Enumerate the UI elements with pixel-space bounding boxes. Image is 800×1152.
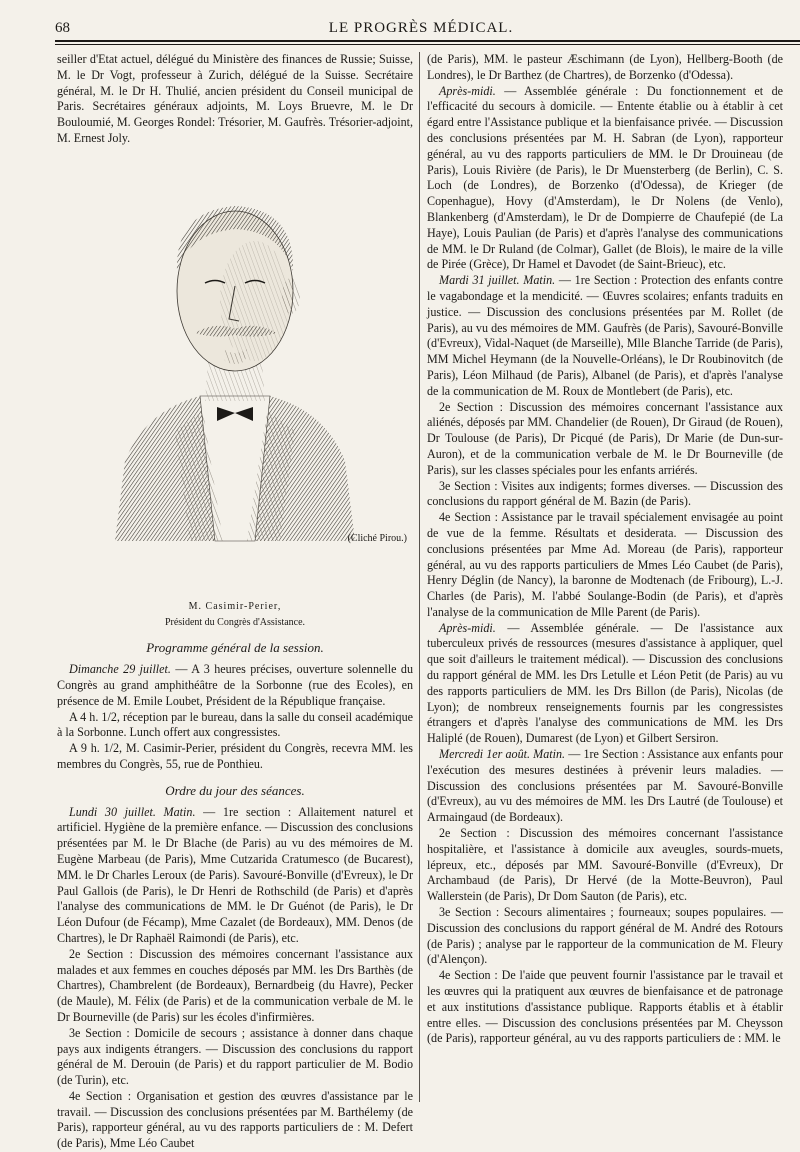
journal-title: LE PROGRÈS MÉDICAL. [328, 20, 514, 36]
paragraph-lundi [57, 805, 413, 947]
paragraph-section-2: 2e Section : Discussion des mémoires concernant l'assistance aux aliénés, déposés par MM. Chandelier (de Rouen), Dr Giraud (de Rouen), Dr Toulouse (de Paris), Dr Picqué (de Paris), Dr Marie (de Dun-sur-Auron), et de la communication verbale de M. le Dr Bourneville (de Paris), sur les classes spéciales pour les enfants arriérés. [427, 399, 783, 477]
left-column [57, 52, 413, 1151]
paragraph-text: — Assemblée générale. — De l'assistance aux tuberculeux privés de ressources (mesures d'assistance à appliquer, quel que soit d'ailleurs le traitement médical). — Discussion des conclusions du rapport général de MM. les Drs Letulle et Léon Petit (de Paris) au vu des rapports particuliers de MM. les Drs Billon (de Paris), Nicolas (de Lyon); de nombreux renseignements fournis par les congressistes étrangers et d'après l'analyse des communications de MM. les Drs Haliplé (de Rouen), Dumarest (de Lyon) et Gilbert Sersiron. [427, 620, 783, 746]
right-column [427, 52, 783, 1107]
header-rule [55, 40, 800, 42]
paragraph-apres-midi [427, 84, 783, 274]
date-lead: Lundi 30 juillet. Matin. [69, 804, 196, 819]
paragraph-text: — 1re Section : Protection des enfants contre le vagabondage et la mendicité. — Œuvres scolaires; enfants traduits en justice. — Discussion des conclusions présentées par M. Rollet (de Paris), au vu des mémoires de MM. Gaufrès (de Paris), Savouré-Bonville (d'Evreux), Vidal-Naquet (de Marseille), Mlle Blanche Tarride (de Paris), MM Michel Heymann (de la Nouvelle-Orléans), le Dr Roubinovitch (de Paris), Léon Milhaud (de Paris), Albanel (de Paris), et d'après l'analyse de la communication de M. Roux de Montlebert (de Paris), etc. [427, 273, 783, 398]
date-lead: Après-midi. [439, 620, 496, 635]
date-lead: Dimanche 29 juillet. [69, 662, 171, 677]
paragraph-section-3: 3e Section : Visites aux indigents; formes diverses. — Discussion des conclusions du rapport général de M. Bazin (de Paris). [427, 478, 783, 509]
column-divider [419, 52, 420, 1102]
intro-paragraph: seiller d'Etat actuel, délégué du Ministère des finances de Russie; Suisse, M. le Dr Vogt, professeur à Zurich, délégué de la Suisse. Secrétaire général, M. le Dr H. Thulié, ancien président du Conseil municipal de Paris. Secrétaires généraux adjoints, M. Loys Bruevre, M. le Dr Bouloumié, M. Georges Rondel: Trésorier, M. Gaufrès. Trésorier-adjoint, M. Ernest Joly. [57, 52, 413, 145]
paragraph-text: — A 3 heures précises, ouverture solennelle du Congrès au grand amphithéâtre de la Sorbonne (rue des Ecoles), en présence de M. Emile Loubet, Président de la République française. [57, 662, 413, 708]
paragraph-text: — 1re section : Allaitement naturel et artificiel. Hygiène de la première enfance. — Discussion des conclusions présentées par M. le Dr Blache (de Paris) au vu des mémoires de M. Eugène Marbeau (de Paris), Mme Cutzarida Cratumesco (de Bucarest), MM. le Dr Charles Leroux (de Paris). Savouré-Bonville (d'Evreux), le Dr Paul Gallois (de Paris), le Dr Henri de Rothschild (de Paris) et d'après l'analyse des communications de MM. le Dr Guénot (de Paris), le Dr Léon Dufour (de Fécamp), Mme Cazalet (de Bordeaux), MM. Denos (de Chartres), le Dr Raphaël Raimondi (de Paris), etc. [57, 804, 413, 945]
photo-credit: (Cliché Pirou.) [347, 532, 407, 544]
programme-title: Programme général de la session. [146, 640, 324, 656]
paragraph-section-3: 3e Section : Domicile de secours ; assistance à donner dans chaque pays aux indigents étrangers. — Discussion des conclusions du rapport général de M. Derouin (de Paris) et du rapport particulier de M. Bodio (de Turin), etc. [57, 1025, 413, 1088]
paragraph-mardi [427, 273, 783, 399]
portrait-caption-name: M. Casimir-Perier, [188, 600, 282, 612]
paragraph-text: — 1re Section : Assistance aux enfants pour l'exécution des mesures destinées à prévenir leurs maladies. — Discussion des conclusions présentées par M. Savouré-Bonville (d'Evreux), au vu des mémoires de MM. les Drs Lautré (de Toulouse) et Armaingaud (de Bordeaux). [427, 747, 784, 825]
paragraph-section-2: 2e Section : Discussion des mémoires concernant l'assistance aux malades et aux femmes en couches déposés par MM. les Drs Barthès (de Chartres), Chambrelent (de Bordeaux), Bernardbeig (du Havre), Pecker (de Maule), M. Félix (de Paris) et de la communication verbale de M. le Dr Bourneville (de Paris) sur les écoles d'infirmières. [57, 946, 413, 1024]
portrait-figure [57, 161, 413, 595]
ordre-title: Ordre du jour des séances. [165, 782, 305, 798]
page-header [55, 20, 787, 42]
paragraph-section-3b: 3e Section : Secours alimentaires ; fourneaux; soupes populaires. — Discussion des conclusions du rapport général de M. André des Rotours (de Paris) ; analyse par le rapporteur de la communication de M. Fleury (d'Alençon). [427, 905, 783, 967]
date-lead: Mardi 31 juillet. Matin. [439, 273, 556, 288]
paragraph-apres-midi-2 [427, 621, 783, 747]
paragraph-mercredi [427, 747, 783, 826]
page-number: 68 [55, 20, 70, 36]
paragraph-text: — Assemblée générale : Du fonctionnement et de l'efficacité du secours à domicile. — Entente établie ou à établir à cet égard entre l'Assistance publique et la bienfaisance privée. — Discussion des conclusions présentées par M. H. Sabran (de Lyon), rapporteur général, au vu des rapports particuliers de MM. le Dr Drouineau (de Paris), Louis Rivière (de Paris), le Dr Muensterberg (de Berlin), C. S. Loch (de Londres), de Borzenko (d'Odessa), de Krieger (de Copenhague), Hovy (d'Amsterdam), le Dr Nolens (de Venlo), Blankenberg (d'Amsterdam), le Dr de Dompierre de Chaufepié (de La Haye), Louis Paulian (de Paris) et d'après l'analyse des communications de MM. le Dr Ruland (de Colmar), Gallet (de Blois), le maire de la ville de Pirée (Grèce), Dr Hamel et Davodet (de Saint-Brieuc), etc. [427, 83, 783, 272]
header-rule-thin [55, 44, 800, 45]
date-lead: Mercredi 1er août. Matin. [439, 747, 566, 762]
paragraph-soiree: A 9 h. 1/2, M. Casimir-Perier, président du Congrès, recevra MM. les membres du Congrès, 55, rue de Ponthieu. [57, 741, 413, 771]
paragraph-section-4b: 4e Section : De l'aide que peuvent fournir l'assistance par le travail et les œuvres qui la pratiquent aux œuvres de bienfaisance et de patronage et aux institutions d'assistance publique. Rapports établis et à établir entre elles. — Discussion des conclusions présentées par M. Cheysson (de Paris), rapporteur général, au vu des rapports particuliers de : MM. le [427, 968, 783, 1046]
paragraph-section-4: 4e Section : Assistance par le travail spécialement envisagée au point de vue de la femme. Résultats et desiderata. — Discussion des conclusions présentées par Mme Ad. Moreau (de Paris), rapporteur général, au vu des rapports particuliers de Mmes Léo Caubet (de Paris), Henry Déglin (de Nancy), la baronne de Modtenach (de Fribourg), L.-J. Charles (de Paris), M. l'abbé Soulange-Bodin (de Paris), et d'après l'analyse de la communication de Mlle Parent (de Paris). [427, 510, 783, 619]
portrait-caption-role: Président du Congrès d'Assistance. [164, 616, 306, 628]
paragraph-reception: A 4 h. 1/2, réception par le bureau, dans la salle du conseil académique à la Sorbonne. Lunch offert aux congressistes. [57, 709, 413, 740]
paragraph-continued: (de Paris), MM. le pasteur Æschimann (de Lyon), Hellberg-Booth (de Londres), le Dr Barthez (de Chartres), de Borzenko (d'Odessa). [427, 52, 783, 82]
paragraph-section-4: 4e Section : Organisation et gestion des œuvres d'assistance par le travail. — Discussion des conclusions présentées par M. Barthélemy (de Paris), rapporteur général, au vu des rapports particuliers de : M. Defert (de Paris), Mme Léo Caubet [57, 1088, 413, 1151]
paragraph-dimanche [57, 662, 413, 709]
portrait-engraving [105, 161, 365, 541]
paragraph-section-2b: 2e Section : Discussion des mémoires concernant l'assistance hospitalière, et l'assistance à domicile aux aveugles, sourds-muets, lépreux, etc., déposés par MM. Savouré-Bonville (d'Evreux), Dr Archambaud (de Paris), Dr Hervé (de la Motte-Beuvron), Paul Wallerstein (de Paris), Dr Dom Sauton (de Paris), etc. [427, 826, 783, 904]
date-lead: Après-midi. [439, 83, 496, 98]
